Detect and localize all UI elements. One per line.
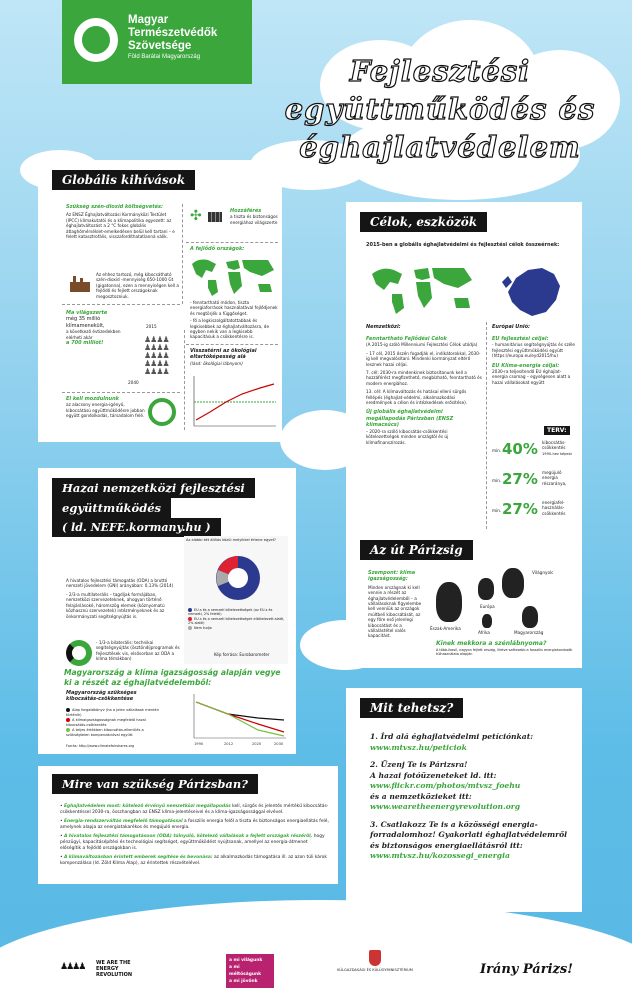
footprint-sub: (lásd: ökológiai lábnyom): [190, 360, 243, 366]
global-header: Globális kihívások: [52, 170, 195, 190]
needs-bullet-4: • A klímaváltozásban érintett emberek segítése és bevonása: az alkalmazkodás támogatása ill. az azon túli károk kompenzálása (ld. Zöld Klíma Alap), az érintettek részvételével.: [60, 855, 327, 866]
needs-b4-bold: A klímaváltozásban érintett emberek segítése és bevonása:: [64, 855, 213, 860]
co2-text2: Az ehhez tartozó, még kibocsátható szén-dioxid -mennyiség 650-1000 Gt (gigatonna), ezen a mennyiségen kell a fejlődő és fejlett országoknak megosztozniuk.: [96, 272, 179, 299]
emission-year-2: 2020: [252, 742, 262, 746]
access-text: a tiszta és biztonságos energiához világszerte: [230, 214, 278, 225]
justice-legend-3-text: A teljes értékben kibocsátás-elkerülés a szükségtelen kompenzációval együtt: [66, 728, 144, 737]
paris-header: Az út Párizsig: [360, 540, 473, 560]
people-icon: ♟♟♟♟ ♟♟♟♟ ♟♟♟♟ ♟♟♟♟ ♟♟♟♟: [144, 335, 169, 376]
emission-year-1: 2012: [224, 742, 234, 746]
footprint-africa-icon: [482, 614, 492, 628]
title-line1: Fejlesztési: [349, 54, 531, 88]
survey-legend-2-text: EU-s és a nemzeti kötelezettségek elkötelezett alatti, 2% alatti): [188, 616, 285, 626]
target-label-2: megújuló energia részaránya,: [542, 470, 567, 486]
target-min-3: min.: [492, 508, 502, 513]
ministry-name: KÜLGAZDASÁGI ÉS KÜLÜGYMINISZTÉRIUM: [337, 968, 413, 972]
region-namerica: Észak-Amerika: [430, 626, 461, 631]
eu-dev-title: EU fejlesztési céljai:: [492, 336, 549, 342]
climate-text: – 2020-ra szóló kibocsátás-csökkentési kötelezettségek minden országtól és új klímafinanszírozás.: [366, 428, 449, 445]
todo-link4[interactable]: www.mtvsz.hu/kozossegi_energia: [370, 851, 510, 860]
justice-title: Magyarország a klíma igazságosság alapján vegye ki a részét az éghajlatvédelemből:: [64, 668, 281, 687]
hazai-header-line1: Hazai nemzetközi fejlesztési: [52, 478, 255, 498]
justice-legend-1: [66, 708, 166, 718]
developing-text2: - fő a legkiszolgáltatottabbak és legkisebbek az éghajlatváltozásra, de egyben nekik van a legkisebb kapacitásuk a csökkentésre is.: [190, 318, 270, 340]
solar-panel-icon: [208, 212, 222, 222]
resilience-text: az alacsony energia-igényű, kibocsátású együttműködésre jobban együtt gondolkodás, társadalom felé.: [66, 402, 145, 419]
eu-label: Európai Unió:: [492, 324, 531, 330]
todo-panel: [346, 688, 582, 912]
todo-item3: 3. Csatlakozz Te is a közösségi energia-forradalomhoz! Gyakorlati éghajlatvédelemről és biztonságos energiaellátásról itt:: [370, 819, 568, 850]
target-min-2: min.: [492, 478, 502, 483]
needs-bullet-3: • A hivatalos fejlesztési támogatásoon (ODA) túlnyúló, kötelező vállalások a fejlett országok részéről, hogy pénzügyi, kapacitásépítési és technológiai segítséget, együttműködést nyújtsanak, amellyel az energia-átmenet előségítik a fejlődő országokban is.: [60, 834, 325, 851]
paris-justice-title: Szempont: klíma igazságosság:: [368, 570, 416, 583]
world-text2: a következő évtizedekben elérheti akár: [66, 329, 121, 340]
hazai-panel: [38, 468, 296, 754]
developing-text1: - fenntartható módon, tiszta energiaforrások használatával fejlődjenek és megtörjék a függőséget.: [190, 300, 278, 316]
eyd-line1: a mi világunk: [229, 958, 263, 963]
needs-b1-rest: kell, sürgős és jelentős mértékű kibocsátás-csökkentéssel 2030-ra, összhangban az ENSZ klíma-jelentéseivel és a klíma-igazságossággal elvével.: [60, 804, 329, 815]
footprint-world-icon: [502, 568, 524, 598]
target-label-1: kibocsátás-csökkentés: [542, 440, 566, 451]
page-title: [265, 52, 615, 166]
footprint-title: Visszatérni az ökológiai eltartóképesség alá: [190, 348, 257, 361]
footprint-hungary-icon: [522, 606, 538, 628]
footprint-chart: [190, 372, 278, 430]
todo-item2a: 2. Üzenj Te is Párizsra!: [370, 760, 468, 769]
global-challenges-panel: [38, 160, 282, 442]
todo-link3[interactable]: www.wearetheenergyrevolution.org: [370, 802, 521, 811]
sdg-sub: (A 2015-ig szóló Millenniumi Fejlesztési Célok utódja): [366, 342, 478, 348]
justice-legend-1-text: Alap forgatókönyv (ha a jelen vállalások mentén történik): [66, 708, 159, 717]
survey-pie: [214, 554, 262, 602]
goals-panel: [346, 202, 582, 540]
wate-line3: REVOLUTION: [96, 972, 133, 978]
world-map-green: [188, 254, 278, 298]
org-subtitle: Föld Barátai Magyarország: [128, 54, 201, 60]
people-row-icon: ♟♟♟♟: [60, 962, 85, 972]
target-sub-1: 1990-hez képest: [542, 452, 572, 456]
bilateral-text2: - 1/3-a bilaterális: technikai segítségnyújtás (ösztöndíjprogramok és fejlesztések vis, elsősorban az ODA a klíma témákban): [96, 640, 180, 662]
national-label: Nemzetközi:: [366, 324, 401, 330]
footprint-namerica-icon: [436, 582, 462, 622]
justice-legend-3: [66, 728, 166, 738]
eu-climate-title: EU Klíma-energia céljai:: [492, 362, 560, 369]
survey-legend-1: [188, 608, 286, 617]
survey-caption: Kép forrása: Eurobarometer: [214, 652, 270, 657]
emission-year-3: 2030: [274, 742, 284, 746]
title-line3: éghajlatvédelem: [299, 130, 581, 164]
todo-link2[interactable]: www.flickr.com/photos/mtvsz_foehu: [370, 781, 521, 790]
region-hungary: Magyarország: [514, 630, 544, 635]
eu-map: [498, 262, 568, 322]
survey-legend-1-text: EU-s és a nemzeti kötelezettségek (az EU-s és nemzeti, 2% feletti): [188, 608, 273, 617]
needs-header: Mire van szükség Párizsban?: [52, 774, 258, 794]
survey-legend-3: [188, 626, 286, 630]
sdg-title: Fenntartható Fejlődési Célok: [366, 336, 447, 342]
paris-justice-text: Minden országnak ki kell vennie a részét az éghajlatvédelemből – a vállalásoknak figyelembe kell venniük az országok múltbeli kibocsátását, az egy főre eső jelenlegi kibocsátást és a vállalástétel valós kapacitást.: [368, 584, 422, 639]
todo-item2c: és a nemzetközieket itt:: [370, 791, 472, 801]
survey-question: Az alábbi két állítás közül melyikkel értene egyet?: [186, 538, 276, 542]
needs-b2-bold: Energia-rendszerváltás megfelelő támogatással: [64, 819, 183, 824]
hazai-header-link[interactable]: ( ld. NEFE.kormany.hu ): [52, 518, 221, 537]
region-europe: Európa: [480, 604, 495, 609]
hazai-header-line2: együttműködés: [52, 498, 171, 518]
eu-link[interactable]: (https://europa.eu/eyd2015/hu): [492, 353, 558, 359]
paris-panel: [346, 530, 582, 668]
org-name-line2: Természetvédők: [128, 27, 218, 39]
todo-item2b: A hazai fotóüzeneteket ld. itt:: [370, 770, 497, 780]
emission-chart: [188, 690, 288, 748]
wate-line2: ENERGY: [96, 966, 119, 972]
target-label-3: energiafel-használás-csökkentés: [542, 500, 566, 516]
needs-b1-bold: Éghajlatvédelem most: kötelező érvényű nemzetközi megállapodás: [64, 804, 231, 809]
co2-title: Szükség szén-dioxid költségvetés:: [66, 204, 164, 210]
energy-revolution-logo[interactable]: [60, 958, 140, 984]
world-title: Ma világszerte: [66, 310, 108, 316]
bilateral-text: - 2/3-a multilaterális – tagdíjak formájában, nemzetközi szervezeteknek, ahogyan történő felajánlásoké, háromszög elemek (köznyomatú közhasznú szervezetek) intézményeknek és az önkormányzati segítségnyújtás is.: [66, 592, 165, 619]
eyd-line3: a mi jövőnk: [229, 979, 258, 984]
justice-legend-2-text: A klímaigazságosságnak megfelelő hazai kibocsátás-csökkentés: [66, 718, 146, 727]
wind-turbine-icon: ✣: [190, 208, 202, 224]
target-row-3: [492, 498, 582, 524]
goals-header: Célok, eszközök: [360, 212, 487, 232]
needs-panel: [38, 766, 338, 884]
sdg-text: – 17 cél, 2015 őszén fogadják el, indikátorokkal, 2030-ig kell megvalósítani. Mindenki kormányzat eltérő lesznek hazai céljai.: [366, 350, 481, 367]
world-text1: még 35 millió klímamenekült,: [66, 316, 105, 329]
eyd-badge[interactable]: [226, 954, 274, 988]
eu-climate-text: 2030-ra teljesítendő EU éghajlat-energia csomag – egységesen alatt a hazai vállalásokat együtt: [492, 369, 571, 385]
needs-b4-rest: az alkalmazkodás támogatása ill. az azon túli károk kompenzálása (ld. Zöld Klíma Alap), az érintettek részvételével.: [60, 855, 327, 866]
eyd-line2: a mi méltóságunk: [229, 965, 262, 977]
terv-badge: TERV:: [544, 426, 570, 435]
paris-question: Kinek mekkora a szénlábnyoma?: [436, 640, 547, 647]
factory-icon: [70, 276, 90, 292]
target-pct-1: 40%: [502, 440, 538, 458]
needs-b3-rest: hogy pénzügyi, kapacitásépítési és technológiai segítséget, együttműködést nyújtsanak, amellyel az energia-átmenet előségítik a fejlődő országokban is.: [60, 834, 325, 851]
region-africa: Afrika: [478, 630, 490, 635]
needs-bullet-2: • Energia-rendszerváltás megfelelő támogatással a fosszilis energia felől a tiszta és biztonságos energiaellátás felé, amelynek alapja az energiatakarékos és megújuló energia.: [60, 819, 329, 830]
target-min-1: min.: [492, 448, 502, 453]
footprint-europe-icon: [478, 578, 494, 600]
oda-donut-icon: [66, 640, 92, 666]
org-logo[interactable]: [62, 0, 252, 84]
needs-bullet-1: • Éghajlatvédelem most: kötelező érvényű nemzetközi megállapodás kell, sürgős és jelentős mértékű kibocsátás-csökkentéssel 2030-ra, összhangban az ENSZ klíma-jelentéseivel és a klíma-igazságossággal elvével.: [60, 804, 329, 815]
justice-sub: Magyarország szükséges kibocsátás-csökkentése: [66, 690, 137, 703]
target-pct-2: 27%: [502, 470, 538, 488]
cycle-icon: [148, 398, 176, 426]
wate-line1: WE ARE THE: [96, 960, 131, 966]
todo-link1[interactable]: www.mtvsz.hu/peticiok: [370, 742, 467, 752]
org-name-line1: Magyar: [128, 14, 169, 26]
justice-legend-2: [66, 718, 166, 728]
target-row-2: [492, 468, 582, 494]
needs-b3-bold: A hivatalos fejlesztési támogatásoon (ODA) túlnyúló, kötelező vállalások a fejlett országok részéről,: [64, 834, 313, 839]
world-map-national: [368, 262, 478, 316]
ministry-logo[interactable]: [330, 950, 420, 990]
year-2040: 2040: [128, 380, 139, 385]
title-line2: együttműködés és: [284, 92, 596, 126]
developing-title: A fejlődő országok:: [190, 246, 245, 252]
resilience-title: El kell mozdulnunk: [66, 396, 119, 402]
year-2015: 2015: [146, 324, 157, 329]
survey-legend-3-text: Nem tudja: [194, 625, 212, 630]
todo-item1: 1. Írd alá éghajlatvédelmi petíciónkat:: [370, 732, 534, 741]
oda-text: A hivatalos fejlesztési támogatás (ODA) a bruttó nemzeti jövedelem (GNI) arányában: 0,13% (2014): [66, 578, 174, 589]
climate-title: Új globális éghajlatvédelmi megállapodás Párizsban (ENSZ klímacsúcs): [366, 409, 454, 429]
goals-intro: 2015-ben a globális éghajlatvédelmi és fejlesztési célok összeérnek:: [366, 242, 560, 248]
co2-text: Az ENSZ Éghajlatváltozási Kormányközi Testület (IPCC) klímakutatói és a klímapolitika egyezett: az éghajlatváltozást a 2 °C fokos globális átlaghőmérséklet-emelkedésen belül kell tartani – e felett katasztrofális, visszafordíthatatlanná válik.: [66, 212, 175, 240]
source-text: Forrás: http://www.climatefairshares.org: [66, 744, 135, 748]
sdg-text2: 7. cél: 2030-ra mindenkinek biztosítanunk kell a hozzáférést megfizethető, megbízható, fenntartható és modern energiához.: [366, 370, 482, 386]
survey-box: [184, 536, 288, 664]
org-name-line3: Szövetsége: [128, 40, 192, 52]
target-pct-3: 27%: [502, 500, 538, 518]
world-text3: a 700 milliót!: [66, 340, 104, 347]
emission-year-0: 1990: [194, 742, 204, 746]
eu-dev-text: - humanitárius segítségnyújtás és széle fejlesztési együttműködési együtt: [492, 342, 575, 353]
access-title: Hozzáférés: [230, 208, 262, 214]
needs-b2-rest: a fosszilis energia felől a tiszta és biztonságos energiaellátás felé, amelynek alapja az energiatakarékos és megújuló energia.: [60, 819, 329, 830]
survey-legend-2: [188, 617, 286, 626]
sdg-text3: 13. cél: A klímaváltozás és hatásai elleni sürgős fellépés (éghajlat-védelmi, alkalmazkodási eredmények a célon és intézkedések erősítése).: [366, 389, 468, 406]
region-world: Világnyolc: [532, 570, 554, 575]
paris-question-sub: A több-fossil, nagyon fejlett ország, illetve szélesebb a fosszilis energiahordozók túlhasználata alapján: [436, 648, 573, 657]
logo-ring-icon: [74, 18, 118, 62]
slogan: Irány Párizs!: [480, 962, 573, 977]
coat-of-arms-icon: [369, 950, 381, 966]
todo-header: Mit tehetsz?: [360, 698, 463, 718]
target-row-1: [492, 438, 582, 464]
